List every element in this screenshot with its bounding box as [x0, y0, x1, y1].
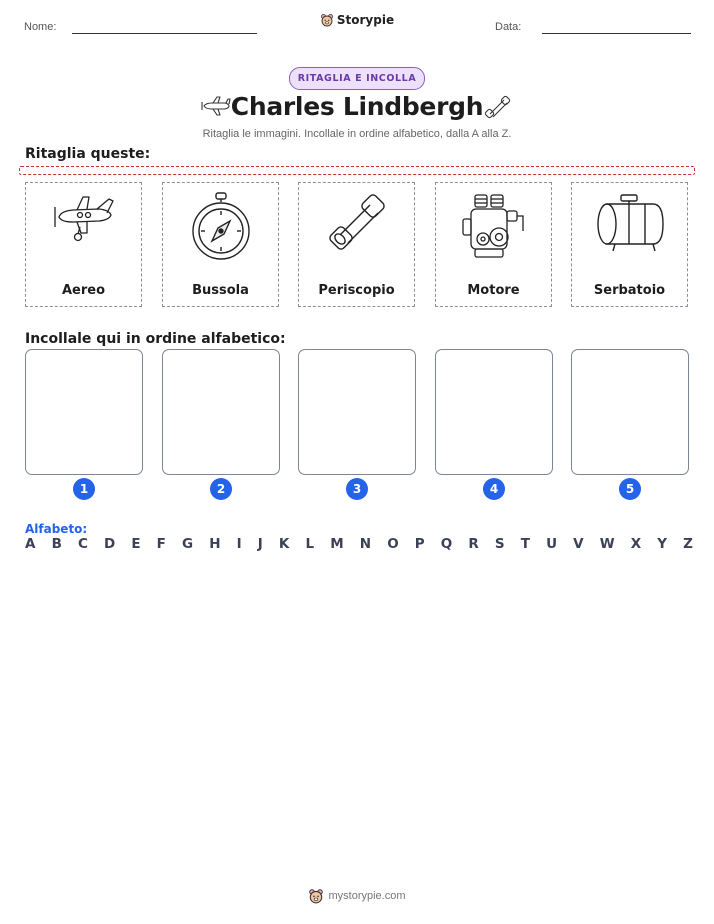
cut-card-serbatoio[interactable]	[571, 182, 688, 307]
slot-number-badge: 1	[73, 478, 95, 500]
alphabet-letter: Y	[657, 536, 668, 552]
cut-card-periscopio[interactable]	[298, 182, 415, 307]
alphabet-letter: O	[387, 536, 399, 552]
airplane-icon	[51, 191, 117, 243]
activity-badge: RITAGLIA E INCOLLA	[289, 67, 425, 90]
name-line[interactable]	[72, 33, 257, 34]
footer	[0, 888, 714, 907]
slot-number-badge: 2	[210, 478, 232, 500]
periscope-icon	[326, 191, 388, 253]
alphabet-letter: A	[25, 536, 36, 552]
date-line[interactable]	[542, 33, 691, 34]
paste-slot-1[interactable]	[25, 349, 143, 475]
alphabet-letter: W	[599, 536, 615, 552]
alphabet-letter: K	[278, 536, 290, 552]
alphabet-letter: F	[156, 536, 166, 552]
card-label: Serbatoio	[593, 283, 666, 298]
paste-slot-2[interactable]	[162, 349, 280, 475]
card-label: Bussola	[192, 283, 249, 298]
paste-slot-4[interactable]	[435, 349, 553, 475]
page-title: Charles Lindbergh	[230, 92, 484, 121]
slot-number-badge: 4	[483, 478, 505, 500]
alphabet-letter: E	[131, 536, 141, 552]
alphabet-letter: U	[546, 536, 558, 552]
cut-card-motore[interactable]	[435, 182, 552, 307]
card-label: Periscopio	[318, 283, 395, 298]
alphabet-letter: T	[520, 536, 530, 552]
fuel-tank-icon	[595, 191, 665, 253]
cut-line	[19, 166, 695, 175]
alphabet-letter: G	[182, 536, 194, 552]
engine-icon	[461, 191, 527, 261]
date-label: Data:	[495, 21, 522, 33]
alphabet-letter: J	[257, 536, 263, 552]
alphabet-letter: C	[77, 536, 88, 552]
compass-icon	[190, 191, 252, 263]
alphabet-letter: Q	[440, 536, 453, 552]
alphabet-letter: S	[494, 536, 505, 552]
brand-logo	[0, 13, 714, 30]
bear-mascot-icon	[308, 888, 324, 904]
alphabet-letter: R	[468, 536, 479, 552]
paste-slot-3[interactable]	[298, 349, 416, 475]
instructions: Ritaglia le immagini. Incollale in ordine alfabetico, dalla A alla Z.	[202, 128, 512, 140]
card-label: Motore	[467, 283, 520, 298]
alphabet-letter: D	[104, 536, 116, 552]
footer-url[interactable]: mystorypie.com	[328, 890, 406, 902]
alphabet-letter: P	[414, 536, 425, 552]
slot-number-badge: 3	[346, 478, 368, 500]
alphabet-letter: Z	[683, 536, 693, 552]
alphabet-letter: N	[359, 536, 372, 552]
periscope-icon	[484, 95, 512, 119]
paste-slot-5[interactable]	[571, 349, 689, 475]
alphabet-letters	[25, 536, 693, 552]
bear-mascot-icon	[320, 13, 334, 27]
brand-name: Storypie	[336, 13, 395, 27]
alphabet-letter: B	[51, 536, 62, 552]
alphabet-letter: I	[236, 536, 242, 552]
cut-card-bussola[interactable]	[162, 182, 279, 307]
cut-card-aereo[interactable]	[25, 182, 142, 307]
paste-heading: Incollale qui in ordine alfabetico:	[25, 331, 286, 347]
alphabet-letter: X	[630, 536, 642, 552]
card-label: Aereo	[61, 283, 106, 298]
alphabet-letter: L	[305, 536, 315, 552]
slot-number-badge: 5	[619, 478, 641, 500]
alphabet-letter: M	[330, 536, 344, 552]
alphabet-letter: V	[573, 536, 584, 552]
name-label: Nome:	[24, 21, 57, 33]
alphabet-title: Alfabeto:	[25, 522, 88, 536]
cut-heading: Ritaglia queste:	[25, 146, 151, 162]
alphabet-letter: H	[209, 536, 221, 552]
